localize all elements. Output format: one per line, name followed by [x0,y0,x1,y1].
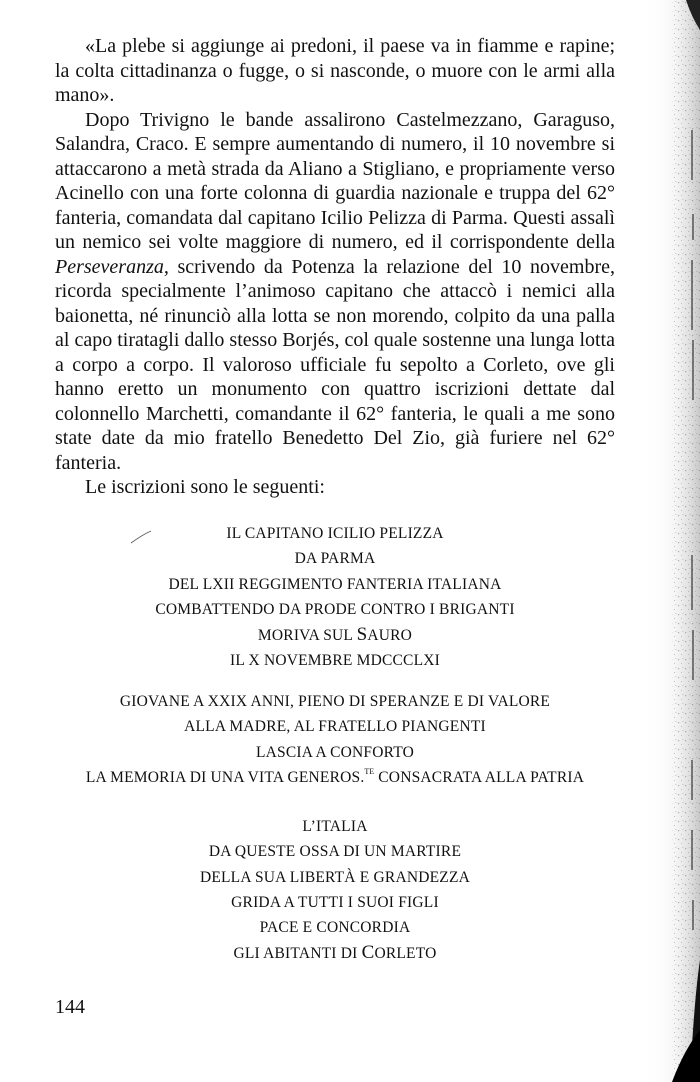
inscription-text: CONSACRATA ALLA PATRIA [374,768,585,786]
inscription-line: PACE E CONCORDIA [259,919,411,937]
inscription-second [40,689,630,792]
body-text [55,34,615,500]
paragraph-narrative-text: Dopo Trivigno le bande assalirono Castelmezzano, Garaguso, Salandra, Craco. E sempre aumentando di numero, il 10 novembre si attaccarono a metà strada da Aliano a Stigliano, e propriamente verso Acinello con una forte colonna di guardia nazionale e truppa del 62° fanteria, comandata dal capitano Icilio Pelizza di Parma. Questi assalì un nemico sei volte maggiore di numero, ed il corrispondente della [55,108,615,253]
inscription-line: LASCIA A CONFORTO [255,743,415,761]
inscription-line: IL CAPITANO ICILIO PELIZZA [226,525,444,542]
paragraph-quote: «La plebe si aggiunge ai predoni, il paese va in fiamme e rapine; la colta cittadinanza o fugge, o si nasconde, o muore con le armi alla mano». [55,35,615,106]
newspaper-title: Perseveranza, [55,255,169,278]
inscription-line: DA PARMA [294,550,376,568]
inscription-capital: S [356,624,368,646]
inscription-line: L’ITALIA [302,818,368,835]
inscription-first [40,521,630,674]
paragraph-narrative-continuation: scrivendo da Potenza la relazione del 10 novembre, ricorda specialmente l’animoso capitano che attaccò i nemici alla baionetta, né rinunciò alla lotta se non morendo, colpito da una palla al capo tiratagli dallo stesso Borjés, col quale sostenne una lunga lotta a corpo a corpo. Il valoroso ufficiale fu sepolto a Corleto, ove gli hanno eretto un monumento con quattro iscrizioni dettate dal colonnello Marchetti, comandante il 62° fanteria, le quali a me sono state date da mio fratello Benedetto Del Zio, già furiere nel 62° fanteria. [55,255,615,474]
inscription-third [40,814,630,967]
inscription-text: AURO [367,627,413,645]
paragraph-narrative [55,108,615,476]
inscription-line [40,765,630,792]
inscription-text: GLI ABITANTI DI [233,945,362,963]
inscription-text: ORLETO [374,945,437,963]
superscript-abbreviation: TE [364,766,375,776]
inscription-line: DA QUESTE OSSA DI UN MARTIRE [208,843,462,861]
binding-edge-shadow [642,0,700,1082]
inscription-text: LA MEMORIA DI UNA VITA GENEROS. [85,768,365,786]
inscription-line: COMBATTENDO DA PRODE CONTRO I BRIGANTI [155,600,515,618]
inscription-line: IL X NOVEMBRE MDCCCLXI [229,652,441,670]
inscription-line [40,622,630,648]
inscription-line: DELLA SUA LIBERTÀ E GRANDEZZA [199,868,471,886]
inscription-capital: C [361,942,375,964]
inscription-line [40,940,630,966]
inscription-line: GIOVANE A XXIX ANNI, PIENO DI SPERANZE E DI VALORE [119,693,551,710]
inscription-text: MORIVA SUL [257,627,357,645]
page-number: 144 [55,996,85,1018]
paragraph-intro-inscriptions: Le iscrizioni sono le seguenti: [85,476,325,498]
inscription-line: DEL LXII REGGIMENTO FANTERIA ITALIANA [168,575,502,593]
inscription-line: ALLA MADRE, AL FRATELLO PIANGENTI [184,718,486,736]
inscription-line: GRIDA A TUTTI I SUOI FIGLI [231,893,439,911]
